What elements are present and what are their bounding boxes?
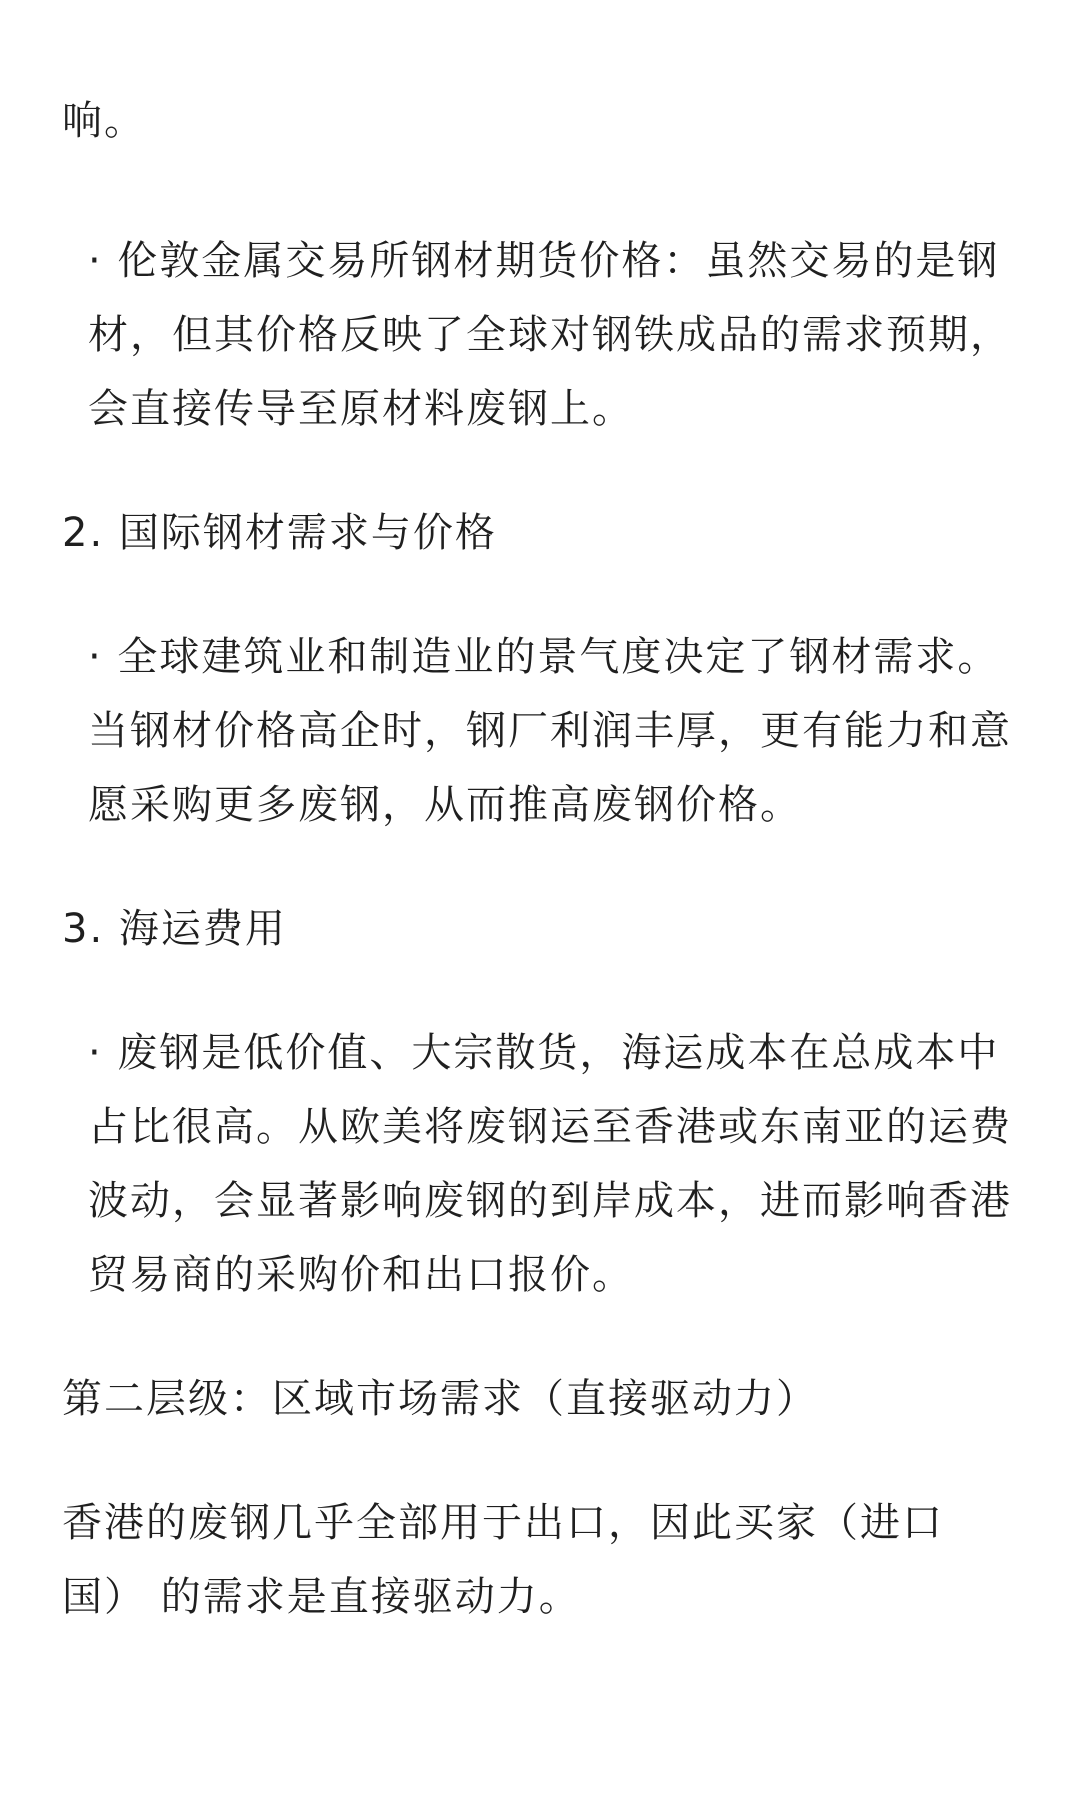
section-heading-shipping-costs: 3. 海运费用 — [62, 906, 287, 952]
bullet-lme-steel-futures: · 伦敦金属交易所钢材期货价格：虽然交易的是钢 材，但其价格反映了全球对钢铁成品的需求预期， 会直接传导至原材料废钢上。 — [88, 238, 1012, 432]
bullet-shipping-cost-impact: · 废钢是低价值、大宗散货，海运成本在总成本中 占比很高。从欧美将废钢运至香港或东南亚的运费 波动，会显著影响废钢的到岸成本，进而影响香港 贸易商的采购价和出口报价。 — [88, 1030, 1012, 1298]
article-body — [62, 84, 1022, 1634]
paragraph-hk-export-demand: 香港的废钢几乎全部用于出口，因此买家（进口 国） 的需求是直接驱动力。 — [62, 1500, 944, 1620]
section-heading-regional-demand: 第二层级：区域市场需求（直接驱动力） — [62, 1376, 818, 1422]
paragraph-continuation: 响。 — [62, 98, 146, 144]
bullet-global-construction-demand: · 全球建筑业和制造业的景气度决定了钢材需求。 当钢材价格高企时，钢厂利润丰厚，更有能力和意 愿采购更多废钢，从而推高废钢价格。 — [88, 634, 1012, 828]
section-heading-international-steel-demand: 2. 国际钢材需求与价格 — [62, 510, 497, 556]
